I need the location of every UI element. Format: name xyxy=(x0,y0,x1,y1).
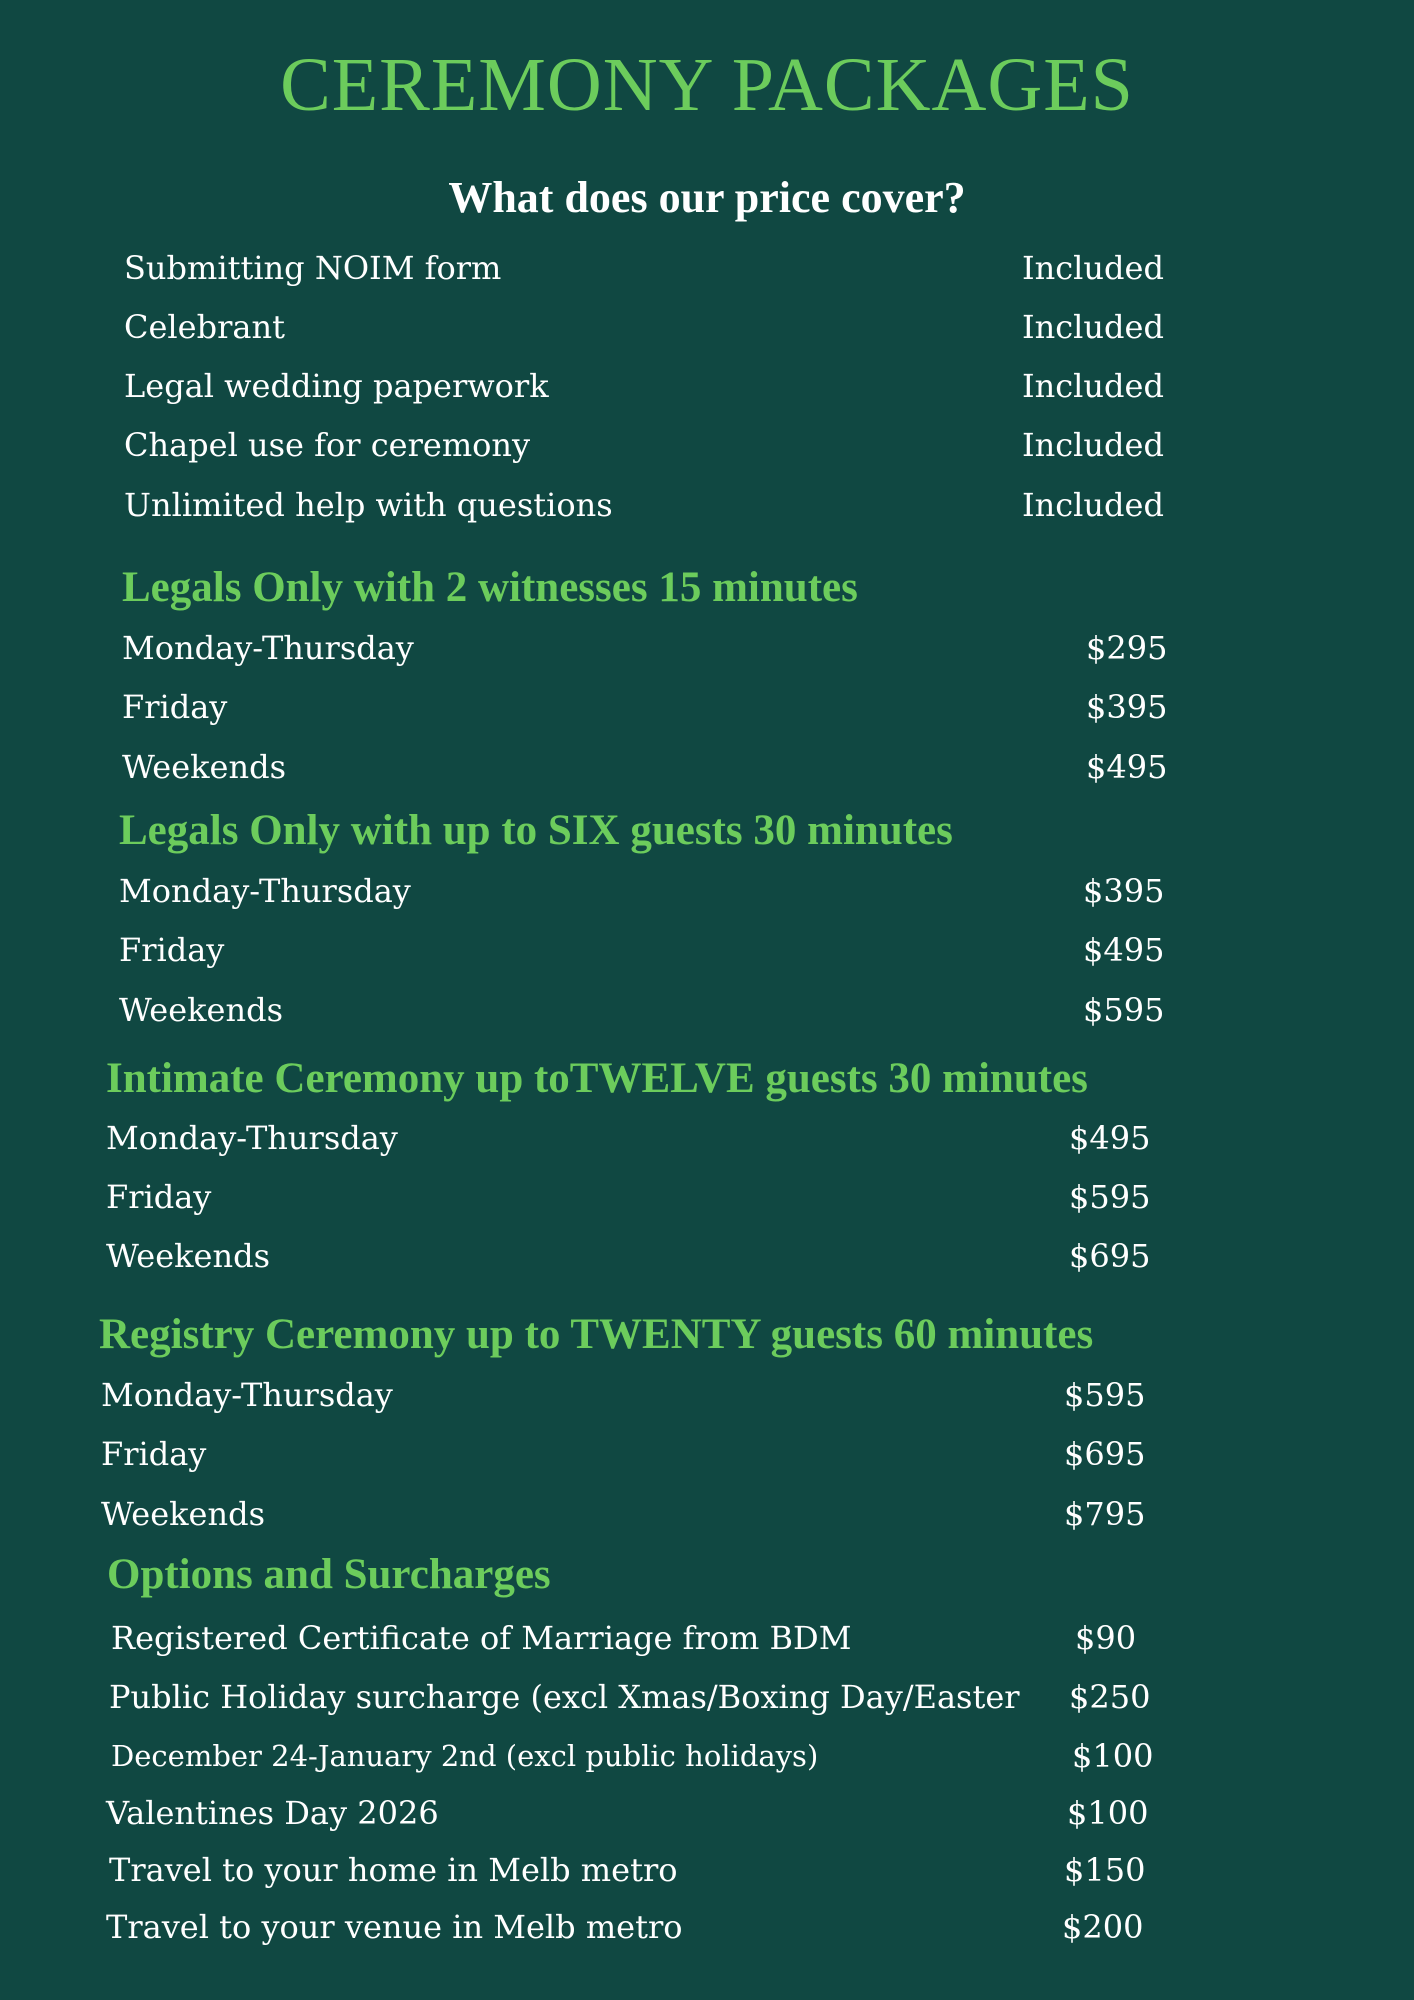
price-row xyxy=(122,745,1168,789)
coverage-row xyxy=(124,423,1164,467)
coverage-label: Unlimited help with questions xyxy=(124,486,613,524)
package-heading: Registry Ceremony up to TWENTY guests 60 minutes xyxy=(99,1311,1094,1358)
coverage-label: Celebrant xyxy=(124,308,285,346)
price-row xyxy=(122,685,1168,729)
price-value: $595 xyxy=(1083,991,1165,1029)
day-label: Weekends xyxy=(119,991,283,1029)
price-row xyxy=(106,1116,1151,1160)
price-value: $495 xyxy=(1083,931,1165,969)
option-row xyxy=(106,1905,1146,1949)
price-row xyxy=(106,1234,1151,1278)
option-label: Travel to your venue in Melb metro xyxy=(106,1908,683,1946)
coverage-value: Included xyxy=(1022,367,1164,405)
option-row xyxy=(111,1616,1151,1660)
day-label: Friday xyxy=(106,1178,212,1216)
options-heading: Options and Surcharges xyxy=(107,1551,551,1598)
coverage-label: Legal wedding paperwork xyxy=(124,367,549,405)
price-value: $295 xyxy=(1086,629,1168,667)
day-label: Monday-Thursday xyxy=(122,629,414,667)
option-price: $90 xyxy=(1075,1619,1137,1657)
day-label: Monday-Thursday xyxy=(101,1376,393,1414)
day-label: Weekends xyxy=(106,1237,270,1275)
coverage-value: Included xyxy=(1022,486,1164,524)
price-value: $695 xyxy=(1064,1435,1146,1473)
coverage-value: Included xyxy=(1022,426,1164,464)
price-row xyxy=(119,988,1165,1032)
option-price: $100 xyxy=(1067,1794,1149,1832)
price-row xyxy=(119,869,1165,913)
day-label: Monday-Thursday xyxy=(119,872,411,910)
price-row xyxy=(101,1432,1146,1476)
coverage-row xyxy=(124,305,1164,349)
package-heading: Legals Only with up to SIX guests 30 minutes xyxy=(119,807,953,854)
option-price: $100 xyxy=(1072,1737,1154,1775)
package-heading: Legals Only with 2 witnesses 15 minutes xyxy=(122,564,858,611)
day-label: Friday xyxy=(122,688,228,726)
price-value: $395 xyxy=(1083,872,1165,910)
price-row xyxy=(119,928,1165,972)
coverage-label: Chapel use for ceremony xyxy=(124,426,531,464)
option-price: $150 xyxy=(1064,1851,1146,1889)
option-row xyxy=(106,1791,1149,1835)
coverage-label: Submitting NOIM form xyxy=(124,249,502,287)
price-row xyxy=(101,1373,1146,1417)
price-value: $495 xyxy=(1069,1119,1151,1157)
price-value: $595 xyxy=(1064,1376,1146,1414)
price-row xyxy=(101,1492,1146,1536)
price-row xyxy=(122,626,1168,670)
option-label: Valentines Day 2026 xyxy=(106,1794,439,1832)
day-label: Monday-Thursday xyxy=(106,1119,398,1157)
price-value: $795 xyxy=(1064,1495,1146,1533)
coverage-value: Included xyxy=(1022,249,1164,287)
price-value: $695 xyxy=(1069,1237,1151,1275)
coverage-value: Included xyxy=(1022,308,1164,346)
price-value: $595 xyxy=(1069,1178,1151,1216)
price-value: $395 xyxy=(1086,688,1168,726)
option-label: December 24-January 2nd (excl public holidays) xyxy=(111,1739,819,1773)
option-label: Public Holiday surcharge (excl Xmas/Boxing Day/Easter xyxy=(109,1678,1020,1716)
day-label: Weekends xyxy=(101,1495,265,1533)
price-value: $495 xyxy=(1086,748,1168,786)
day-label: Friday xyxy=(119,931,225,969)
page-title: CEREMONY PACKAGES xyxy=(280,43,1134,127)
package-heading: Intimate Ceremony up toTWELVE guests 30 minutes xyxy=(106,1055,1088,1102)
option-price: $250 xyxy=(1069,1678,1151,1716)
option-row xyxy=(109,1848,1149,1892)
option-row xyxy=(111,1734,1154,1778)
coverage-row xyxy=(124,364,1164,408)
day-label: Friday xyxy=(101,1435,207,1473)
option-label: Travel to your home in Melb metro xyxy=(109,1851,678,1889)
option-row xyxy=(109,1675,1149,1719)
price-row xyxy=(106,1175,1151,1219)
price-cover-subtitle: What does our price cover? xyxy=(448,173,966,222)
coverage-row xyxy=(124,246,1164,290)
day-label: Weekends xyxy=(122,748,286,786)
coverage-row xyxy=(124,483,1164,527)
option-price: $200 xyxy=(1062,1908,1144,1946)
option-label: Registered Certificate of Marriage from BDM xyxy=(111,1619,852,1657)
